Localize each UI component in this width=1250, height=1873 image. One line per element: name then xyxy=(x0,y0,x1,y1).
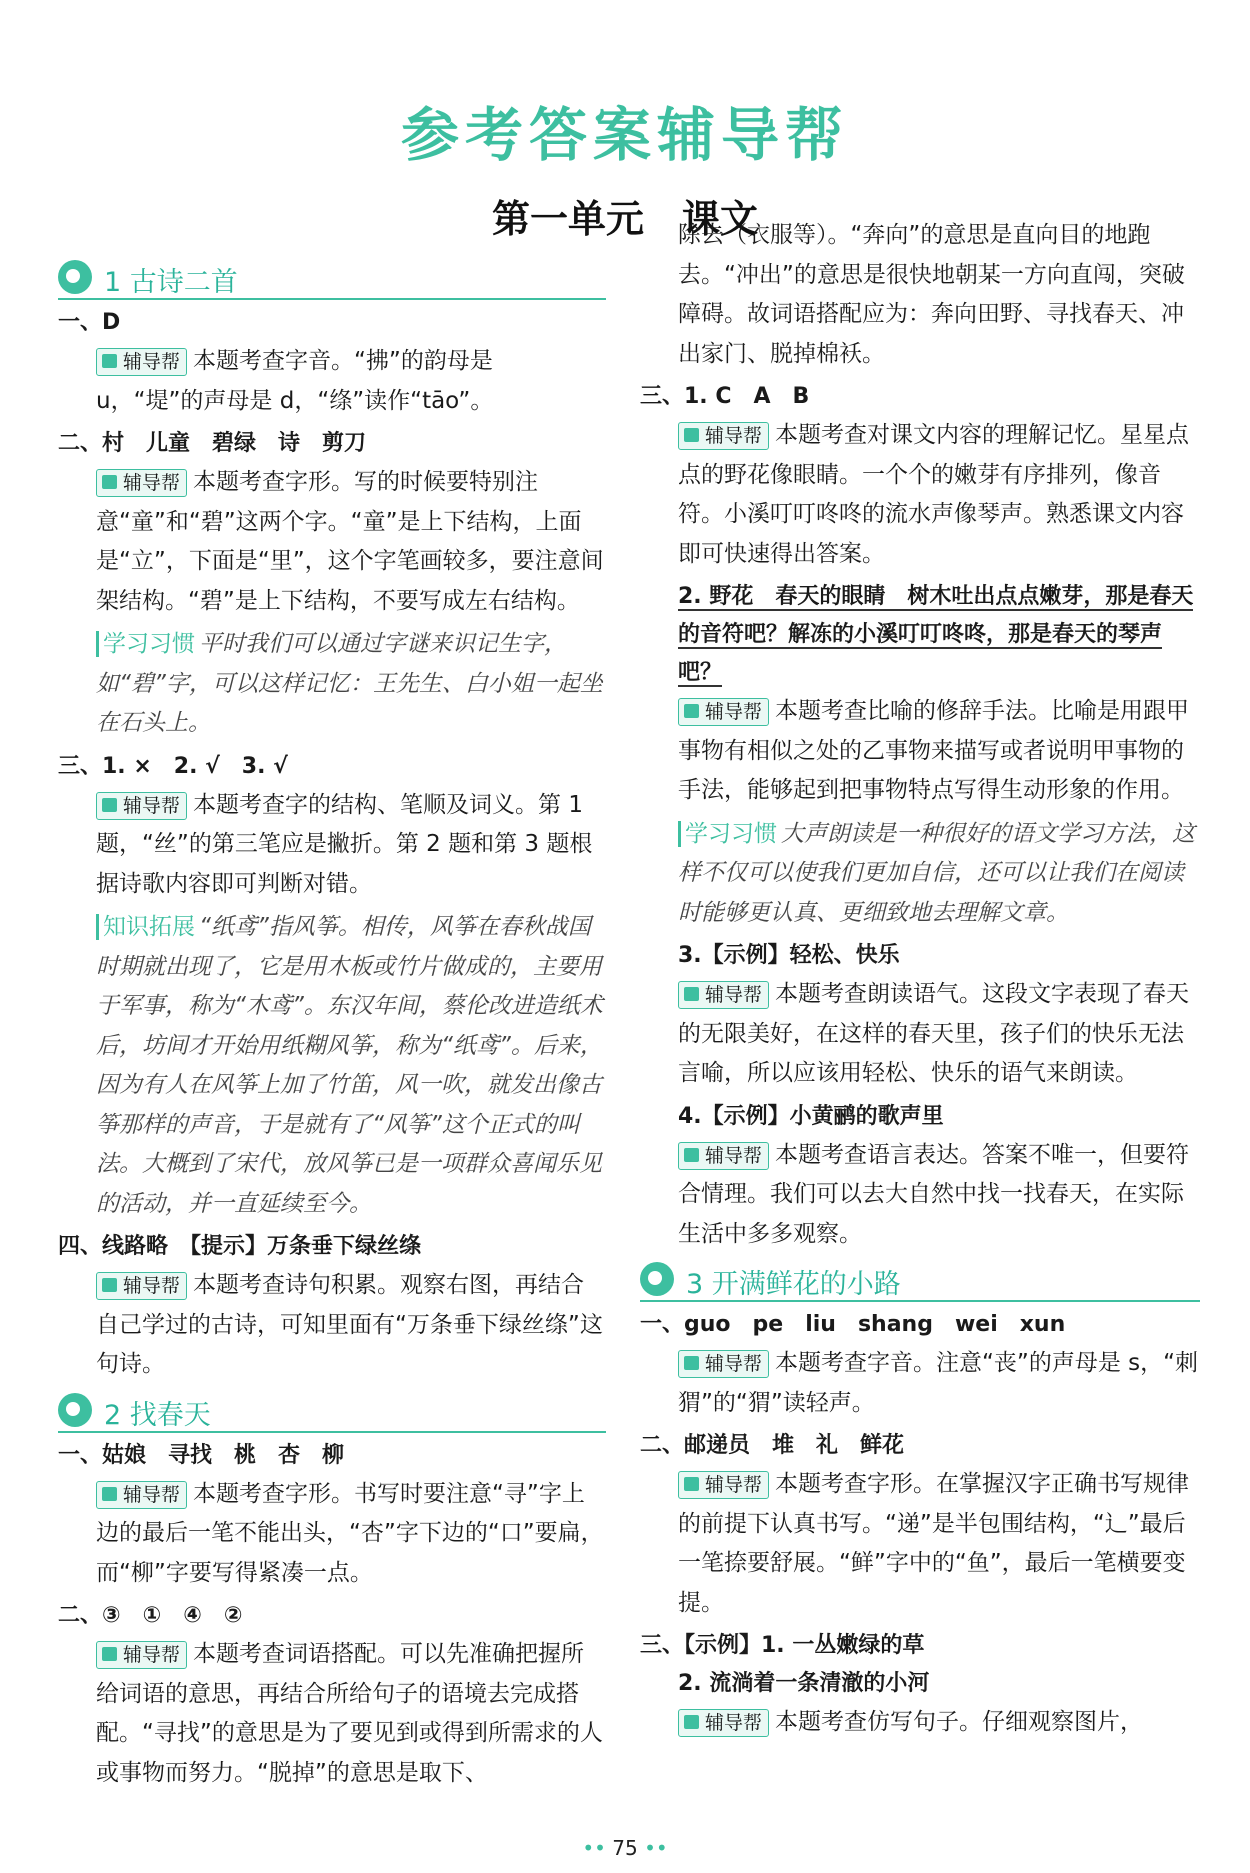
explanation: 辅导帮 本题考查诗句积累。观察右图，再结合自己学过的古诗，可知里面有“万条垂下绿丝绦”这句诗。 xyxy=(96,1272,603,1377)
habit-note: 学习习惯 平时我们可以通过字谜来识记生字，如“碧”字，可以这样记忆：王先生、白小姐一起坐在石头上。 xyxy=(96,631,603,736)
explanation: 辅导帮 本题考查对课文内容的理解记忆。星星点点的野花像眼睛。一个个的嫩芽有序排列，像音符。小溪叮叮咚咚的流水声像琴声。熟悉课文内容即可快速得出答案。 xyxy=(678,422,1190,567)
help-tag: 辅导帮 xyxy=(678,698,769,726)
answer-line: 一、guo pe liu shang wei xun xyxy=(640,1312,1066,1337)
page-title: 参考答案辅导帮 xyxy=(400,101,849,169)
explanation-continued: 除去（衣服等）。“奔向”的意思是直向目的地跑去。“冲出”的意思是很快地朝某一方向直闯，突破障碍。故词语搭配应为：奔向田野、寻找春天、冲出家门、脱掉棉袄。 xyxy=(678,222,1185,367)
help-tag: 辅导帮 xyxy=(96,1641,187,1669)
bubble-icon xyxy=(640,1262,674,1296)
help-tag: 辅导帮 xyxy=(96,792,187,820)
answer-line: 三、1. × 2. √ 3. √ xyxy=(58,753,288,779)
lesson-3-heading: 3 开满鲜花的小路 xyxy=(640,1260,1200,1302)
explanation: 辅导帮 本题考查朗读语气。这段文字表现了春天的无限美好，在这样的春天里，孩子们的快乐无法言喻，所以应该用轻松、快乐的语气来朗读。 xyxy=(678,981,1190,1086)
help-tag: 辅导帮 xyxy=(96,1272,187,1300)
explanation: 辅导帮 本题考查字形。写的时候要特别注意“童”和“碧”这两个字。“童”是上下结构，上面是“立”，下面是“里”，这个字笔画较多，要注意间架结构。“碧”是上下结构，不要写成左右结构。 xyxy=(96,469,604,614)
left-column xyxy=(58,252,606,1797)
help-tag: 辅导帮 xyxy=(678,981,769,1009)
page-number: •• 75 •• xyxy=(582,1836,668,1860)
explanation: 辅导帮 本题考查字形。书写时要注意“寻”字上边的最后一笔不能出头，“杏”字下边的“口”要扁，而“柳”字要写得紧凑一点。 xyxy=(96,1480,604,1586)
answer-line: 三、【示例】1. 一丛嫩绿的草 xyxy=(640,1633,925,1658)
explanation: 辅导帮 本题考查比喻的修辞手法。比喻是用跟甲事物有相似之处的乙事物来描写或者说明甲事物的手法，能够起到把事物特点写得生动形象的作用。 xyxy=(678,698,1190,803)
explanation: 辅导帮 本题考查字音。“拂”的韵母是 u，“堤”的声母是 d，“绦”读作“tāo”。 xyxy=(96,348,494,414)
help-tag: 辅导帮 xyxy=(678,422,769,450)
answer-line: 4.【示例】小黄鹂的歌声里 xyxy=(678,1103,944,1129)
answer-line: 二、③ ① ④ ② xyxy=(58,1603,243,1628)
answer-line: 一、姑娘 寻找 桃 杏 柳 xyxy=(58,1442,345,1468)
help-tag: 辅导帮 xyxy=(96,1481,187,1509)
explanation: 辅导帮 本题考查字形。在掌握汉字正确书写规律的前提下认真书写。“递”是半包围结构，“辶”最后一笔捺要舒展。“鲜”字中的“鱼”，最后一笔横要变提。 xyxy=(678,1471,1190,1616)
bubble-icon xyxy=(58,1393,92,1427)
help-tag: 辅导帮 xyxy=(96,469,187,497)
answer-line: 3.【示例】轻松、快乐 xyxy=(678,943,900,968)
help-tag: 辅导帮 xyxy=(96,348,187,376)
lesson-1-heading: 1 古诗二首 xyxy=(58,258,606,300)
answer-line: 一、D xyxy=(58,310,121,335)
explanation: 辅导帮 本题考查语言表达。答案不唯一，但要符合情理。我们可以去大自然中找一找春天，在实际生活中多多观察。 xyxy=(678,1141,1190,1247)
help-tag: 辅导帮 xyxy=(678,1709,769,1737)
answer-line: 2. 野花 春天的眼睛 树木吐出点点嫩芽，那是春天的音符吧？解冻的小溪叮叮咚咚，那是春天的琴声吧？ xyxy=(678,584,1194,685)
right-column xyxy=(640,222,1200,1747)
unit-title: 第一单元 课文 xyxy=(491,197,758,241)
answer-line: 2. 流淌着一条清澈的小河 xyxy=(678,1671,930,1696)
answer-line: 三、1. C A B xyxy=(640,384,810,409)
lesson-2-heading: 2 找春天 xyxy=(58,1391,606,1433)
explanation: 辅导帮 本题考查字音。注意“丧”的声母是 s，“刺猬”的“猬”读轻声。 xyxy=(678,1350,1199,1416)
explanation: 辅导帮 本题考查字的结构、笔顺及词义。第 1 题，“丝”的第三笔应是撇折。第 2 题和第 3 题根据诗歌内容即可判断对错。 xyxy=(96,791,593,897)
help-tag: 辅导帮 xyxy=(678,1142,769,1170)
habit-note: 学习习惯 大声朗读是一种很好的语文学习方法，这样不仅可以使我们更加自信，还可以让我们在阅读时能够更认真、更细致地去理解文章。 xyxy=(678,820,1195,926)
explanation: 辅导帮 本题考查仿写句子。仔细观察图片， xyxy=(678,1703,1200,1743)
answer-line: 二、邮递员 堆 礼 鲜花 xyxy=(640,1433,905,1458)
extension-note: 知识拓展 “纸鸢”指风筝。相传，风筝在春秋战国时期就出现了，它是用木板或竹片做成的，主要用于军事，称为“木鸢”。东汉年间，蔡伦改进造纸术后，坊间才开始用纸糊风筝，称为“纸鸢”。后来，因为有人在风筝上加了竹笛，风一吹，就发出像古筝那样的声音，于是就有了“风筝”这个正式的叫法。大概到了宋代，放风筝已是一项群众喜闻乐见的活动，并一直延续至今。 xyxy=(96,914,603,1217)
answer-line: 四、线路略 【提示】万条垂下绿丝绦 xyxy=(58,1234,422,1259)
answer-line: 二、村 儿童 碧绿 诗 剪刀 xyxy=(58,431,367,456)
bubble-icon xyxy=(58,260,92,294)
explanation: 辅导帮 本题考查词语搭配。可以先准确把握所给词语的意思，再结合所给句子的语境去完成搭配。“寻找”的意思是为了要见到或得到所需求的人或事物而努力。“脱掉”的意思是取下、 xyxy=(96,1641,603,1786)
help-tag: 辅导帮 xyxy=(678,1471,769,1499)
help-tag: 辅导帮 xyxy=(678,1350,769,1378)
